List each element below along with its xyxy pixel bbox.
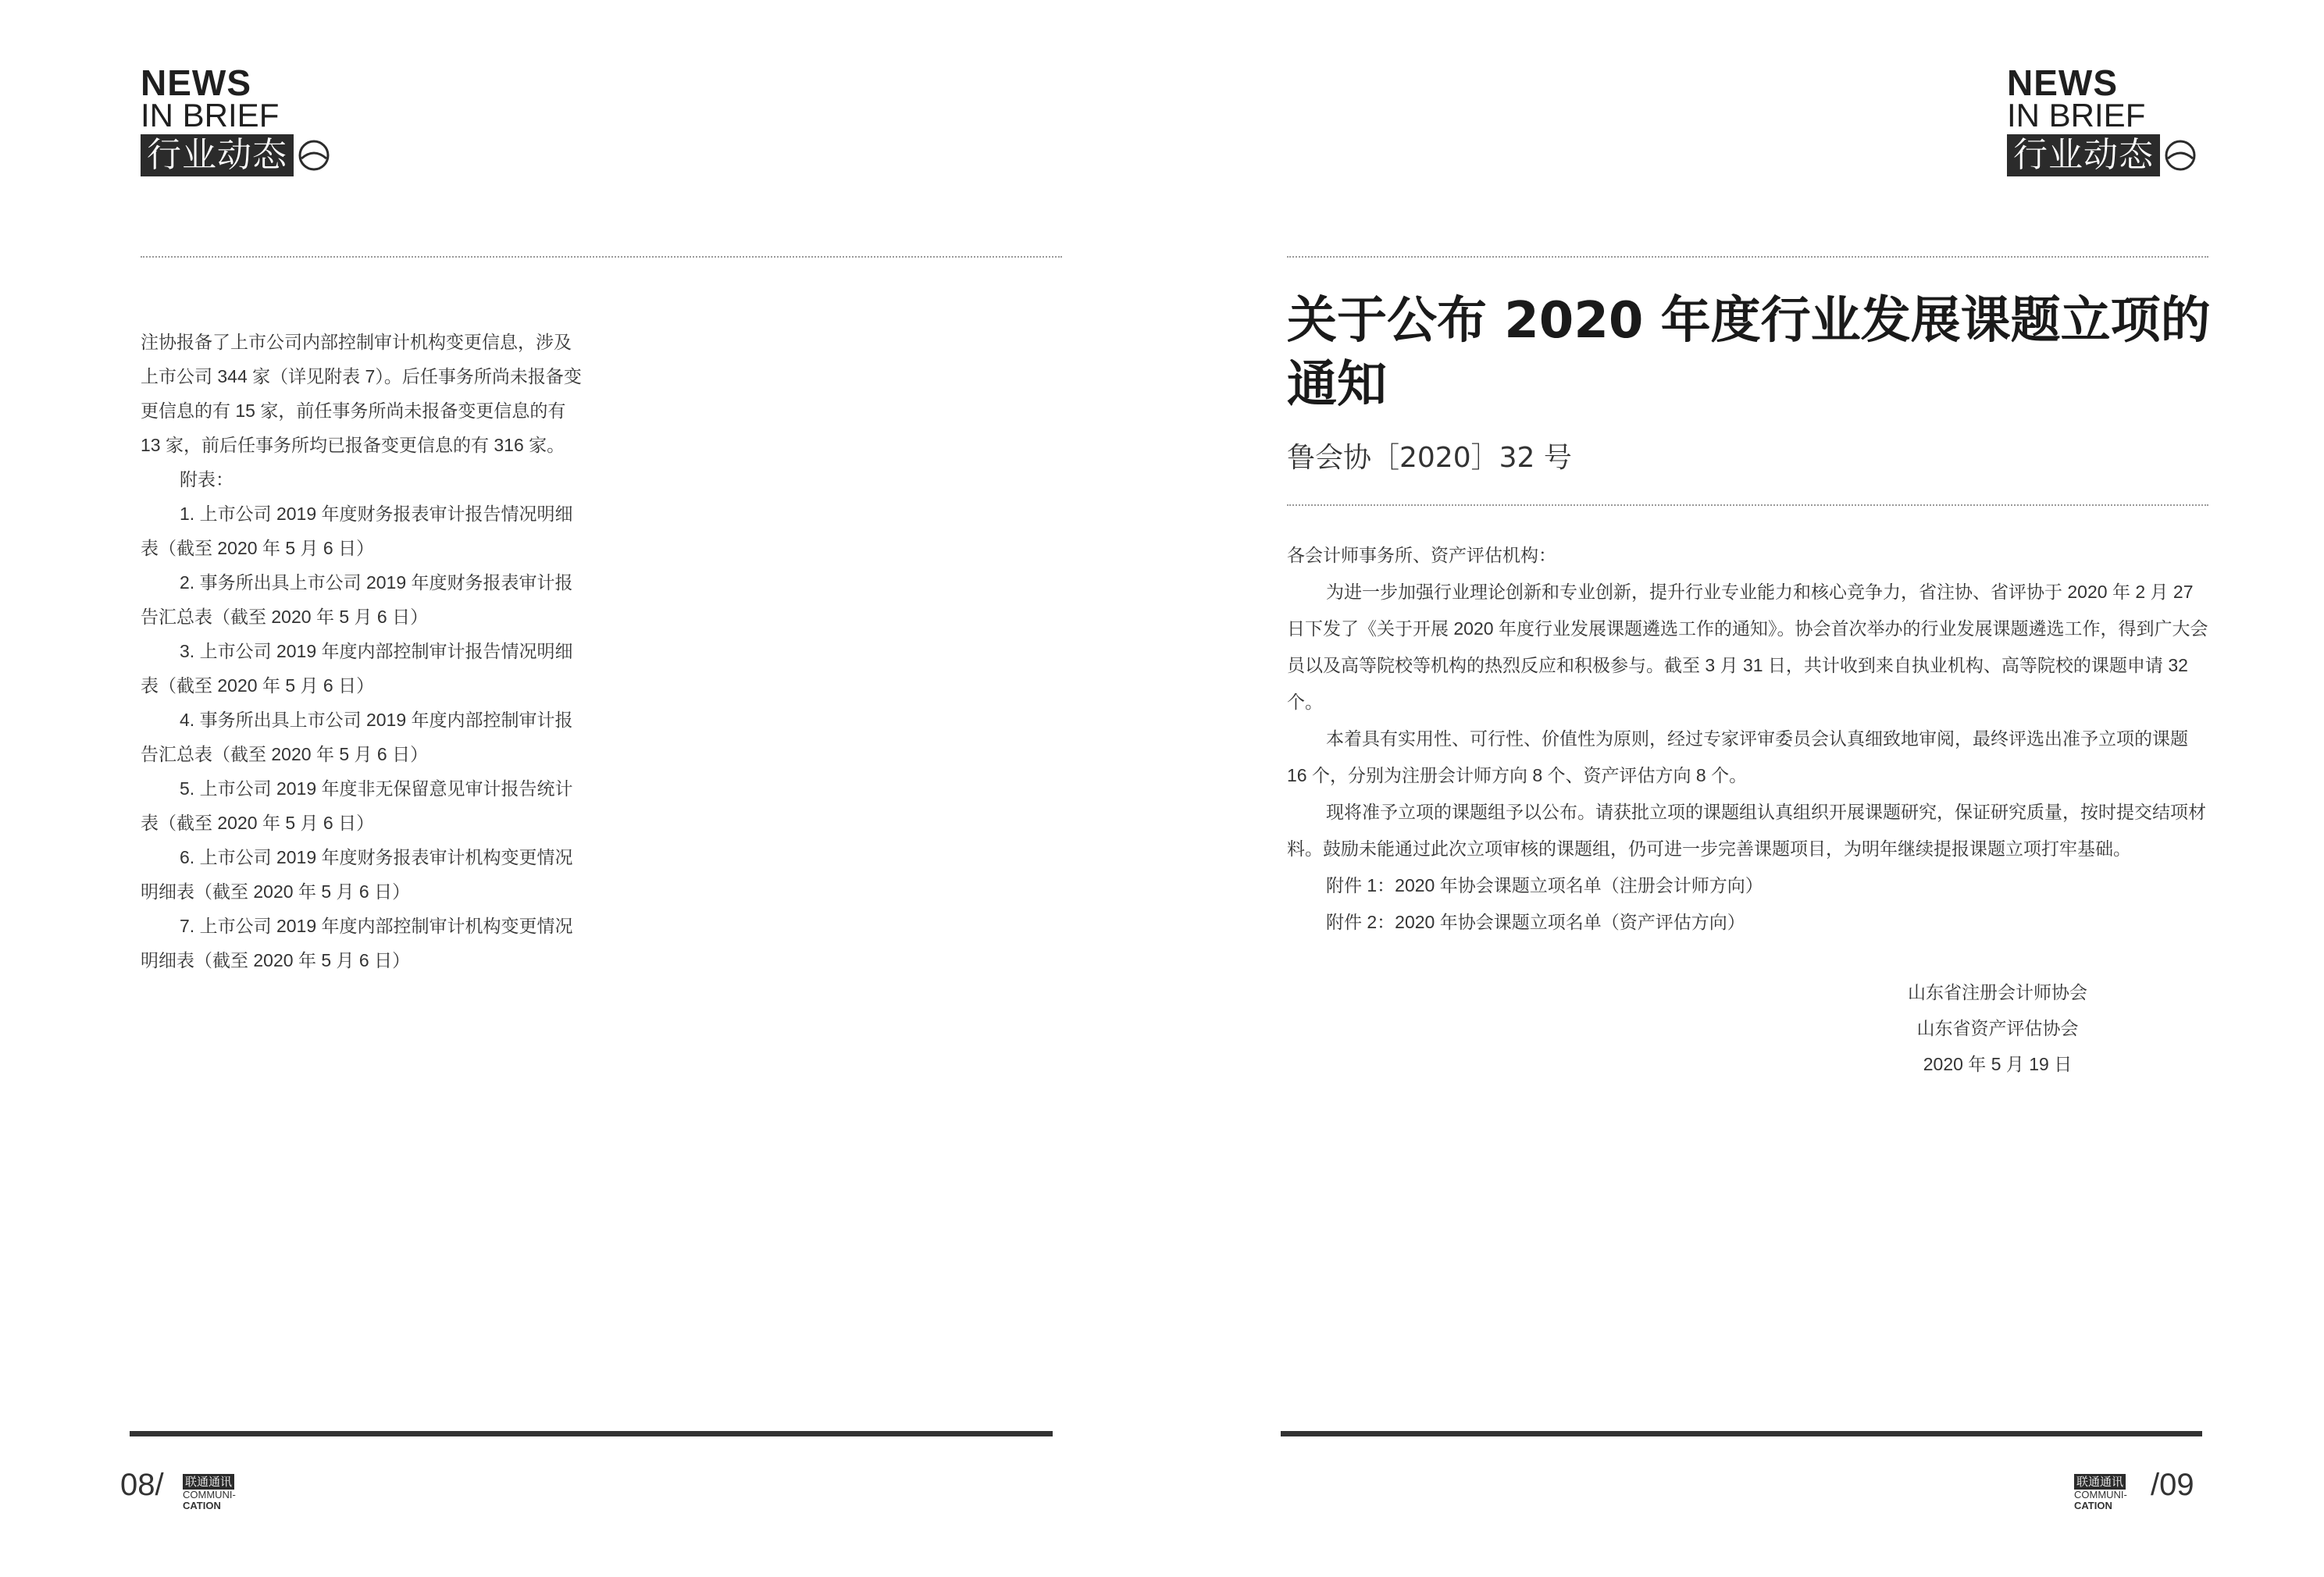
right-article-body [1287, 537, 2208, 941]
signature-org: 山东省资产评估协会 [1916, 1018, 2079, 1038]
attachments-label: 附表： [180, 469, 233, 489]
title-divider [1287, 504, 2208, 506]
attachment-item: 4. 事务所出具上市公司 2019 年度内部控制审计报告汇总表（截至 2020 年 5 月 6 日） [141, 710, 573, 764]
attachment-item: 1. 上市公司 2019 年度财务报表审计报告情况明细表（截至 2020 年 5 月 6 日） [141, 504, 573, 558]
attachment-item: 5. 上市公司 2019 年度非无保留意见审计报告统计表（截至 2020 年 5 月 6 日） [141, 778, 573, 833]
signature-block [1841, 974, 2154, 1082]
footer-logo-line2: CATION [2074, 1500, 2112, 1511]
logo-in-brief: IN BRIEF [2007, 97, 2146, 133]
attachment-item: 7. 上市公司 2019 年度内部控制审计机构变更情况明细表（截至 2020 年 5 月 6 日） [141, 916, 573, 970]
attachment-line: 附件 1：2020 年协会课题立项名单（注册会计师方向） [1326, 875, 1763, 895]
header-divider [1287, 256, 2208, 258]
logo-in-brief: IN BRIEF [141, 97, 280, 133]
signature-date: 2020 年 5 月 19 日 [1923, 1054, 2073, 1074]
left-article-body [141, 325, 586, 977]
page-number: 08/ [120, 1468, 164, 1502]
logo-section-cn: 行业动态 [2007, 134, 2160, 176]
header-logo [2007, 62, 2210, 176]
attachment-item: 6. 上市公司 2019 年度财务报表审计机构变更情况明细表（截至 2020 年 5 月 6 日） [141, 847, 573, 902]
logo-section-cn: 行业动态 [141, 134, 294, 176]
signature-org: 山东省注册会计师协会 [1908, 982, 2087, 1002]
page-number: /09 [2151, 1468, 2194, 1502]
body-paragraph: 为进一步加强行业理论创新和专业创新，提升行业专业能力和核心竞争力，省注协、省评协于 2020 年 2 月 27 日下发了《关于开展 2020 年度行业发展课题遴选工作的通知》。协会首次举办的行业发展课题遴选工作，得到广大会员以及高等院校等机构的热烈反应和积极参与。截至 3 月 31 日，共计收到来自执业机构、高等院校的课题申请 32 个。 [1287, 582, 2208, 712]
attachment-item: 3. 上市公司 2019 年度内部控制审计报告情况明细表（截至 2020 年 5 月 6 日） [141, 641, 573, 696]
footer-logo-cn: 联通通讯 [2074, 1474, 2126, 1490]
logo-news: NEWS [2007, 62, 2118, 103]
footer-logo-line1: COMMUNI- [183, 1489, 236, 1500]
body-paragraph: 本着具有实用性、可行性、价值性为原则，经过专家评审委员会认真细致地审阅，最终评选出准予立项的课题 16 个，分别为注册会计师方向 8 个、资产评估方向 8 个。 [1287, 728, 2188, 785]
left-paragraph: 注协报备了上市公司内部控制审计机构变更信息，涉及上市公司 344 家（详见附表 7）。后任事务所尚未报备变更信息的有 15 家，前任事务所尚未报备变更信息的有 13 家，前后任事务所均已报备变更信息的有 316 家。 [141, 332, 582, 455]
header-logo [141, 62, 344, 176]
logo-circle-icon [298, 140, 330, 171]
footer-logo [2074, 1474, 2152, 1511]
header-divider [141, 256, 1062, 258]
attachment-line: 附件 2：2020 年协会课题立项名单（资产评估方向） [1326, 912, 1745, 932]
footer-logo-line1: COMMUNI- [2074, 1489, 2127, 1500]
attachment-item: 2. 事务所出具上市公司 2019 年度财务报表审计报告汇总表（截至 2020 年 5 月 6 日） [141, 572, 573, 627]
document-number: 鲁会协［2020］32 号 [1287, 442, 1572, 474]
right-page [1162, 0, 2324, 1577]
footer-logo-cn: 联通通讯 [183, 1474, 234, 1490]
footer-bar [1281, 1431, 2202, 1436]
footer-logo-line2: CATION [183, 1500, 221, 1511]
article-title: 关于公布 2020 年度行业发展课题立项的通知 [1287, 292, 2211, 414]
body-paragraph: 现将准予立项的课题组予以公布。请获批立项的课题组认真组织开展课题研究，保证研究质量，按时提交结项材料。鼓励未能通过此次立项审核的课题组，仍可进一步完善课题项目，为明年继续提报课题立项打牢基础。 [1287, 802, 2206, 859]
footer-bar [130, 1431, 1053, 1436]
logo-news: NEWS [141, 62, 251, 103]
logo-circle-icon [2165, 140, 2196, 171]
salutation: 各会计师事务所、资产评估机构： [1287, 545, 1556, 565]
footer-logo [183, 1474, 261, 1511]
